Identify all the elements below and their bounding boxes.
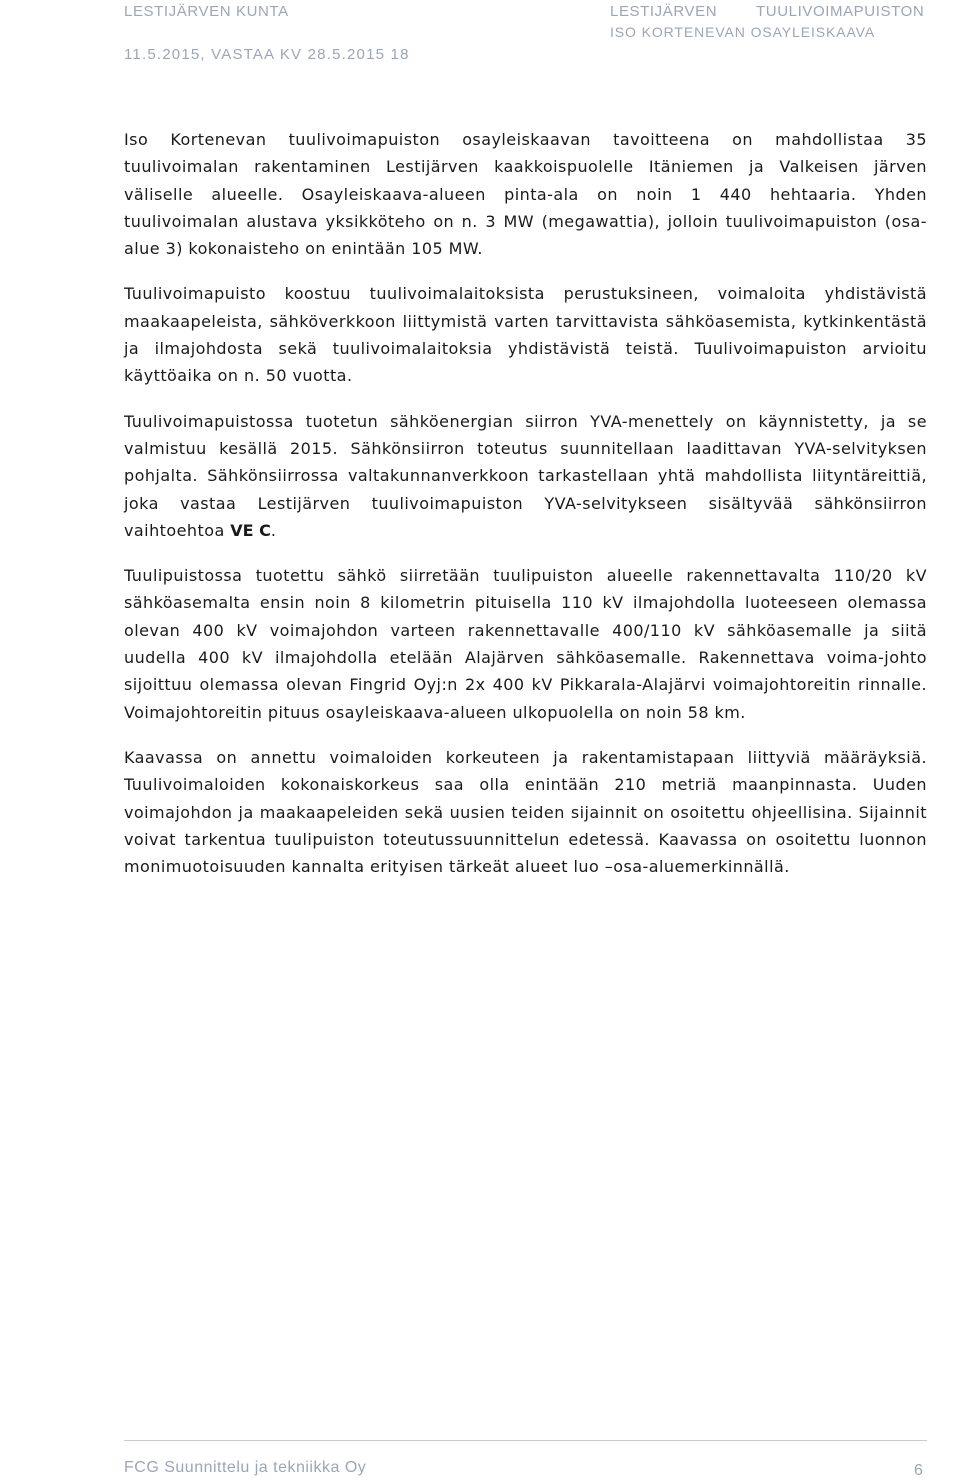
paragraph-transmission-text: Tuulivoimapuistossa tuotetun sähköenergian siirron YVA-menettely on käynnistetty, ja se valmistuu kesällä 2015. Sähkönsiirron toteutus suunnitellaan laadittavan YVA-selvityksen pohjalta. Sähkönsiirrossa valtakunnanverkkoon tarkastellaan yhtä mahdollista liityntäreittiä, joka vastaa Lestijärven tuulivoimapuiston YVA-selvitykseen sisältyvää sähkönsiirron vaihtoehtoa (124, 411, 927, 540)
header-plan-name: ISO KORTENEVAN OSAYLEISKAAVA (610, 24, 876, 40)
header-organization: LESTIJÄRVEN KUNTA (124, 3, 289, 20)
paragraph-objective: Iso Kortenevan tuulivoimapuiston osayleiskaavan tavoitteena on mahdollistaa 35 tuulivoimalan rakentaminen Lestijärven kaakkoispuolelle Itäniemen ja Valkeisen järven väliselle alueelle. Osayleiskaava-alueen pinta-ala on noin 1 440 hehtaaria. Yhden tuulivoimalan alustava yksikköteho on n. 3 MW (megawattia), jolloin tuulivoimapuiston (osa-alue 3) kokonaisteho on enintään 105 MW. (124, 130, 927, 259)
header-date: 11.5.2015, VASTAA KV 28.5.2015 18 (124, 46, 410, 63)
header-project-prefix: LESTIJÄRVEN (610, 3, 718, 20)
header-project-name: TUULIVOIMAPUISTON (756, 3, 925, 20)
paragraph-regulations: Kaavassa on annettu voimaloiden korkeuteen ja rakentamistapaan liittyviä määräyksiä. Tuulivoimaloiden kokonaiskorkeus saa olla enintään 210 metriä maanpinnasta. Uuden voimajohdon ja maakaapeleiden sekä uusien teiden sijainnit on osoitettu ohjeellisina. Sijainnit voivat tarkentua tuulipuiston toteutussuunnittelun edetessä. Kaavassa on osoitettu luonnon monimuotoisuuden kannalta erityisen tärkeät alueet luo –osa-aluemerkinnällä. (124, 747, 927, 877)
document-body (124, 126, 927, 898)
paragraph-components: Tuulivoimapuisto koostuu tuulivoimalaitoksista perustuksineen, voimaloita yhdistävistä maakaapeleista, sähköverkkoon liittymistä varten tarvittavista sähköasemista, kytkinkentästä ja ilmajohdosta sekä tuulivoimalaitoksia yhdistävistä teistä. Tuulivoimapuiston arvioitu käyttöaika on n. 50 vuotta. (124, 284, 927, 386)
paragraph-transmission (124, 408, 927, 544)
footer-company: FCG Suunnittelu ja tekniikka Oy (124, 1459, 367, 1476)
option-code: VE C (230, 520, 271, 540)
footer-divider (124, 1440, 927, 1441)
paragraph-power-line: Tuulipuistossa tuotettu sähkö siirretään tuulipuiston alueelle rakennettavalta 110/20 kV sähköasemalta ensin noin 8 kilometrin pituisella 110 kV ilmajohdolla luoteeseen olemassa olevan 400 kV voimajohdon varteen rakennettavalle 400/110 kV sähköasemalle ja siitä uudella 400 kV ilmajohdolla etelään Alajärven sähköasemalle. Rakennettava voima-johto sijoittuu olemassa olevan Fingrid Oyj:n 2x 400 kV Pikkarala-Alajärvi voimajohtoreitin rinnalle. Voimajohtoreitin pituus osayleiskaava-alueen ulkopuolella on noin 58 km. (124, 566, 927, 722)
page-number: 6 (914, 1462, 923, 1479)
option-suffix: . (270, 520, 277, 540)
